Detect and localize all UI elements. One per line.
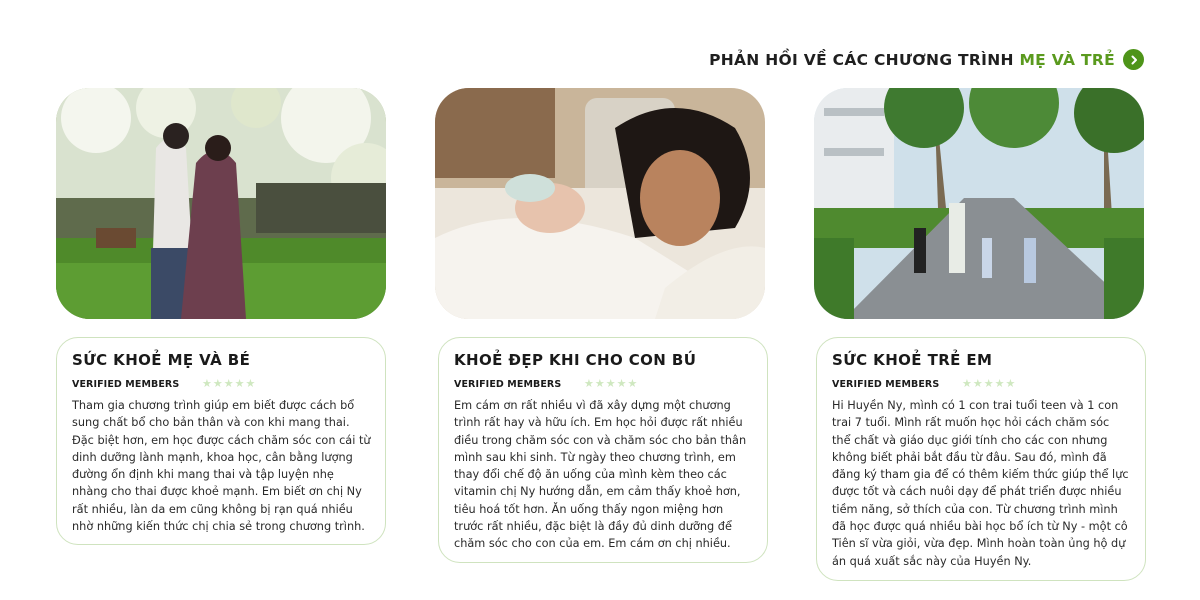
feedback-programs-link[interactable] [709, 49, 1144, 70]
star-icon: ★ [245, 377, 256, 390]
card-title: SỨC KHOẺ TRẺ EM [832, 351, 993, 369]
rating-stars [202, 379, 255, 390]
rating-stars [962, 379, 1015, 390]
star-icon: ★ [983, 377, 994, 390]
verified-members-label: VERIFIED MEMBERS [454, 378, 562, 390]
star-icon: ★ [202, 377, 212, 390]
testimonial-text: Tham gia chương trình giúp em biết được cách bổ sung chất bổ cho bản thân và con khi mang thai. Đặc biệt hơn, em học được cách chăm sóc con cái từ dinh dưỡng lành mạnh, khoa học, cân bằng lượng đường ổn định khi mang thai và tập luyện nhẹ nhàng cho thai được khoẻ mạnh. Em biết ơn chị Ny rất nhiều, làn da em cũng không bị rạn quá nhiều nhờ những kiến thức chị chia sẻ trong chương trình. [72, 399, 371, 534]
photo-couple-garden [56, 88, 386, 319]
star-icon: ★ [594, 377, 605, 390]
star-icon: ★ [972, 377, 983, 390]
testimonial-text: Hi Huyền Ny, mình có 1 con trai tuổi teen và 1 con trai 7 tuổi. Mình rất muốn học hỏi cách chăm sóc thể chất và giáo dục giới tính cho các con nhưng không biết phải bắt đầu từ đâu. Sau đó, mình đã đăng ký tham gia để có thêm kiếm thức giúp thể lực được tốt và cách nuôi dạy để phát triển được nhiều tiềm năng, sở thích của con. Từ chương trình mình đã học được quá nhiều bài học bổ ích từ Ny - một cô Tiên sĩ vừa giỏi, vừa đẹp. Mình hoàn toàn ủng hộ dự án quá xuất sắc này của Huyền Ny. [832, 399, 1129, 568]
header-link-text: PHẢN HỒI VỀ CÁC CHƯƠNG TRÌNH MẸ VÀ TRẺ [709, 50, 1115, 69]
star-icon: ★ [627, 377, 638, 390]
star-icon: ★ [994, 377, 1005, 390]
star-icon: ★ [212, 377, 223, 390]
testimonial-box [56, 337, 386, 545]
star-icon: ★ [223, 377, 234, 390]
star-icon: ★ [1005, 377, 1016, 390]
star-icon: ★ [605, 377, 616, 390]
star-icon: ★ [962, 377, 972, 390]
testimonial-text: Em cám ơn rất nhiều vì đã xây dựng một chương trình rất hay và hữu ích. Em học hỏi được rất nhiều điều trong chăm sóc con và chăm sóc cho bản thân mình sau khi sinh. Từ ngày theo chương trình, em thay đổi chế độ ăn uống của mình kèm theo các vitamin chị Ny hướng dẫn, em cảm thấy khoẻ hơn, tiêu hoá tốt hơn. Ăn uống thấy ngon miệng hơn trước rất nhiều, đặc biệt là đầy đủ dinh dưỡng để chăm sóc cho con của em. Em cám ơn chị nhiều. [454, 399, 747, 551]
verified-members-label: VERIFIED MEMBERS [72, 378, 180, 390]
card-title: KHOẺ ĐẸP KHI CHO CON BÚ [454, 351, 697, 369]
star-icon: ★ [616, 377, 627, 390]
header-link-accent: MẸ VÀ TRẺ [1019, 50, 1115, 69]
chevron-right-icon[interactable] [1123, 49, 1144, 70]
photo-mother-newborn [435, 88, 765, 319]
photo-family-palm-walk [814, 88, 1144, 319]
testimonial-box [438, 337, 768, 563]
verified-members-label: VERIFIED MEMBERS [832, 378, 940, 390]
testimonial-box [816, 337, 1146, 581]
rating-stars [584, 379, 637, 390]
star-icon: ★ [234, 377, 245, 390]
card-title: SỨC KHOẺ MẸ VÀ BÉ [72, 351, 251, 369]
star-icon: ★ [584, 377, 594, 390]
